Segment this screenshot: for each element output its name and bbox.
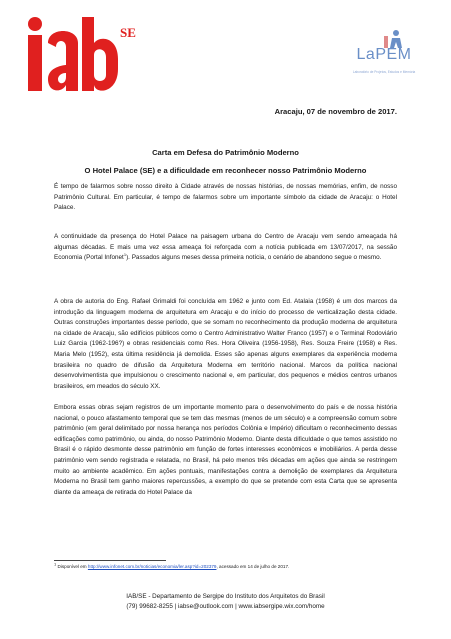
footnote-suffix: , acessado em 14 de julho de 2017. xyxy=(216,564,290,569)
footer-line-2: (79) 99682-8255 | iabse@outlook.com | www.iabsergipe.wix.com/home xyxy=(126,603,325,610)
letter-subtitle: O Hotel Palace (SE) e a dificuldade em reconhecer nosso Patrimônio Moderno xyxy=(84,166,367,175)
lapem-logo xyxy=(338,28,430,84)
footnote-divider xyxy=(54,560,166,561)
footnote-prefix: Disponível em xyxy=(56,564,88,569)
paragraph-2-text-b: ). Passados alguns meses dessa primeira notícia, o cenário de abandono segue o mesmo. xyxy=(126,254,382,262)
footnote xyxy=(54,563,397,570)
letter-date: Aracaju, 07 de novembro de 2017. xyxy=(274,107,397,116)
footnote-link[interactable]: http://www.infonet.com.br/noticias/economia/ler.asp?id=202379 xyxy=(87,564,217,569)
page-footer xyxy=(0,592,451,612)
paragraph-4: Embora essas obras sejam registros de um importante momento para o desenvolvimento do país e de nossa história nacional, o pouco afastamento temporal que se tem das mesmas (menos de um século) e a compreensão comum sobre patrimônio (em geral delimitado por nossa herança nos períodos Colônia e Império) dificultam o reconhecimento dessas edificações como patrimônio, ou ainda, do nosso Patrimônio Moderno. Diante desta dificuldade o que temos assistido no Brasil é o rápido desmonte desse patrimônio em função de fortes interesses econômicos e imobiliários. A perda desse patrimônio vem sendo registrada e relatada, no Brasil, há pelo menos três décadas em ações que ainda se restringem muito ao ambiente acadêmico. Em ações pontuais, manifestações contra a demolição de exemplares da Arquitetura Moderna no Brasil tem ganho maiores repercussões, a exemplo do que se pretende com esta Carta que se apresenta diante da ameaça de retirada do Hotel Palace da xyxy=(54,404,397,496)
paragraph-1: É tempo de falarmos sobre nosso direito à Cidade através de nossas histórias, de nossas memórias, enfim, de nosso Patrimônio Cultural. Em particular, é tempo de falarmos sobre um importante símbolo da cidade de Aracaju: o Hotel Palace. xyxy=(54,183,397,212)
letter-title: Carta em Defesa do Patrimônio Moderno xyxy=(152,148,299,157)
lapem-logo-subtitle: Laboratório de Projetos, Estudos e Memória xyxy=(352,70,416,74)
paragraph-2 xyxy=(54,232,397,264)
footer-line-1: IAB/SE - Departamento de Sergipe do Instituto dos Arquitetos do Brasil xyxy=(126,593,325,600)
iab-se-logo xyxy=(26,13,138,95)
paragraph-3: A obra de autoria do Eng. Rafael Grimaldi foi concluída em 1962 e junto com Ed. Atalaia (1958) é um dos marcos da introdução da linguagem moderna de arquitetura em Aracaju e do início do processo de verticalização desta cidade. Outras construções importantes desse período, que se somam no reconhecimento da produção moderna de arquitetura na cidade de Aracaju, são edifícios públicos como o Centro Administrativo Walter Franco (1957) e o Terminal Rodoviário Luiz Garcia (1962-196?) e obras residenciais como Res. Hora Oliveira (1956-1958), Res. Souza Freire (1958) e Res. Maria Melo (1952), esta última residência já demolida. Esses são apenas alguns exemplares da experiência moderna brasileira no quadro de difusão da Arquitetura Moderna em território nacional. Marcos da política nacional desenvolvimentista que impulsionou o crescimento nacional e, em particular, dos pequenos e médios centros urbanos brasileiros, em meados do século XX. xyxy=(54,298,397,390)
paragraph-2-text-a: A continuidade da presença do Hotel Palace na paisagem urbana do Centro de Aracaju vem sendo ameaçada há algumas décadas. E mais uma vez essa ameaça foi reforçada com a notícia publicada em 13/07/2017, na sessão Economia (Portal Infonet xyxy=(54,233,397,262)
footnote-reference[interactable]: 1 xyxy=(123,252,127,258)
footnote-number: 1 xyxy=(54,561,57,567)
lapem-logo-text: LaPEM xyxy=(356,46,412,63)
iab-se-logo-text: SE xyxy=(120,25,136,40)
